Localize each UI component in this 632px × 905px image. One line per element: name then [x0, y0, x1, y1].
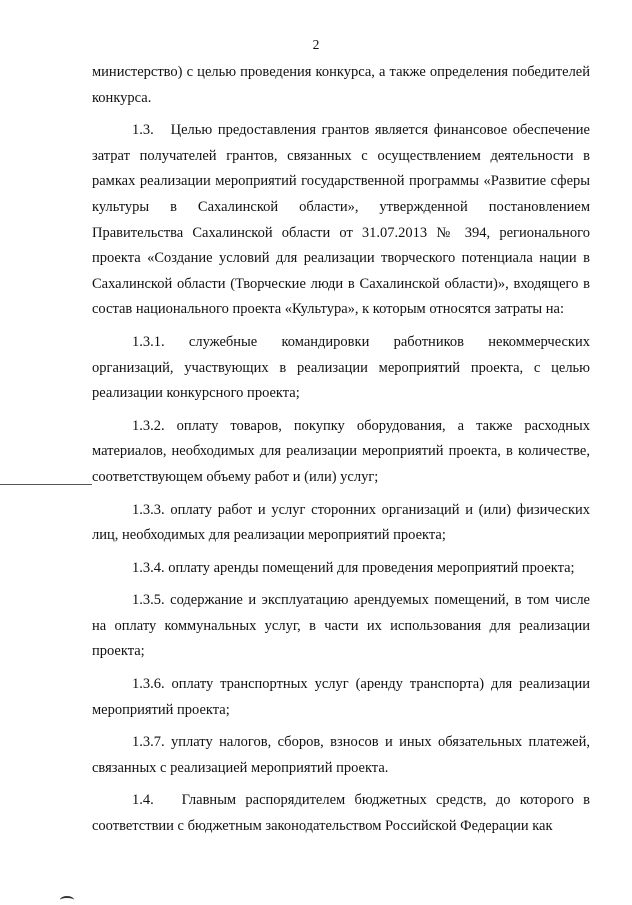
paragraph-1-3-6: 1.3.6. оплату транспортных услуг (аренду транспорта) для реализации мероприятий проекта; [92, 676, 590, 718]
paragraph-1-3: 1.3. Целью предоставления грантов является финансовое обеспечение затрат получателей грантов, связанных с осуществлением деятельности в рамках реализации мероприятий государственной программы «Развитие сферы культуры в Сахалинской области», утвержденной постановлением Правительства Сахалинской области от 31.07.2013 № 394, регионального проекта «Создание условий для реализации творческого потенциала нации в Сахалинской области (Творческие люди в Сахалинской области)», входящего в состав национального проекта «Культура», к которым относятся затраты на: [92, 122, 590, 318]
paragraph-1-4: 1.4. Главным распорядителем бюджетных средств, до которого в соответствии с бюджетным законодательством Российской Федерации как [92, 792, 590, 835]
paragraph-1-3-7: 1.3.7. уплату налогов, сборов, взносов и иных обязательных платежей, связанных с реализацией мероприятий проекта. [92, 734, 590, 776]
paragraph-1-3-3: 1.3.3. оплату работ и услуг сторонних организаций и (или) физических лиц, необходимых для реализации мероприятий проекта; [92, 501, 590, 544]
paragraph-continuation: министерство) с целью проведения конкурса, а также определения победителей конкурса. [92, 64, 590, 106]
scan-corner-mark [60, 896, 74, 904]
paragraph-1-3-2: 1.3.2. оплату товаров, покупку оборудования, а также расходных материалов, необходимых для реализации мероприятий проекта, в количестве, соответствующем объему работ и (или) услуг; [92, 417, 590, 485]
paragraph-1-3-5: 1.3.5. содержание и эксплуатацию арендуемых помещений, в том числе на оплату коммунальных услуг, в части их использования для реализации проекта; [92, 592, 590, 660]
paragraph-1-3-1: 1.3.1. служебные командировки работников некоммерческих организаций, участвующих в реализации мероприятий проекта, с целью реализации конкурсного проекта; [92, 333, 590, 402]
document-body [92, 60, 590, 847]
page-number: 2 [312, 37, 320, 52]
paragraph-1-3-4: 1.3.4. оплату аренды помещений для проведения мероприятий проекта; [132, 559, 575, 576]
margin-scan-line [0, 484, 92, 485]
